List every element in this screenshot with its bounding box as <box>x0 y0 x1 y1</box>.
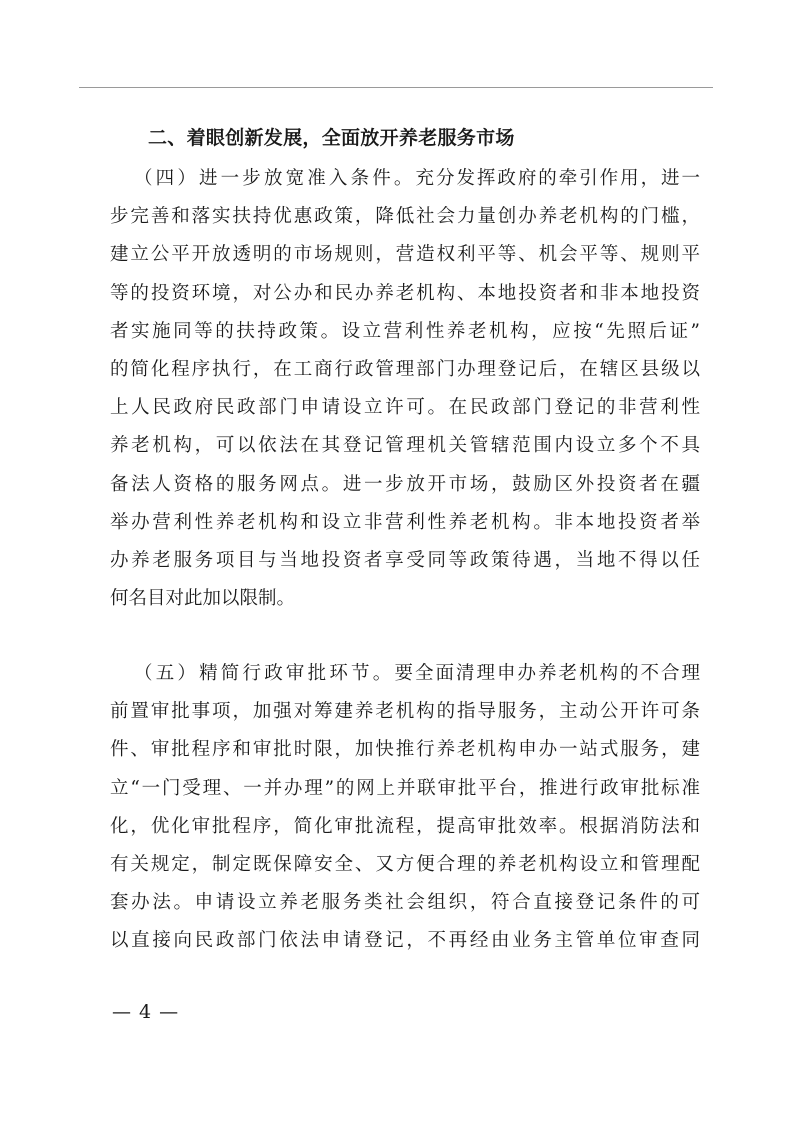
paragraph-line: 上人民政府民政部门申请设立许可。在民政部门登记的非营利性 <box>110 397 700 419</box>
paragraph-streamline-approval <box>110 655 700 961</box>
paragraph-line: 立“一门受理、一并办理”的网上并联审批平台，推进行政审批标准 <box>110 777 700 799</box>
paragraph-line: 前置审批事项，加强对筹建养老机构的指导服务，主动公开许可条 <box>110 701 700 723</box>
paragraph-line <box>110 655 700 693</box>
header-rule <box>79 87 713 88</box>
paragraph-line: 等的投资环境，对公办和民办养老机构、本地投资者和非本地投资 <box>110 282 700 304</box>
paragraph-lead: （四）进一步放宽准入条件。 <box>134 168 416 189</box>
paragraph-line: 化，优化审批程序，简化审批流程，提高审批效率。根据消防法和 <box>110 815 700 837</box>
paragraph-line: 何名目对此加以限制。 <box>110 588 296 610</box>
paragraph-line: 办养老服务项目与当地投资者享受同等政策待遇，当地不得以任 <box>110 549 700 571</box>
paragraph-line: 有关规定，制定既保障安全、又方便合理的养老机构设立和管理配 <box>110 853 700 875</box>
paragraph-line: 建立公平开放透明的市场规则，营造权利平等、机会平等、规则平 <box>110 244 700 266</box>
paragraph-line <box>110 160 700 198</box>
section-heading: 二、着眼创新发展，全面放开养老服务市场 <box>148 127 515 149</box>
paragraph-line: 以直接向民政部门依法申请登记，不再经由业务主管单位审查同 <box>110 930 700 952</box>
page-number: — 4 — <box>112 1001 180 1023</box>
paragraph-line: 的简化程序执行，在工商行政管理部门办理登记后，在辖区县级以 <box>110 358 700 380</box>
paragraph-line: 养老机构，可以依法在其登记管理机关管辖范围内设立多个不具 <box>110 435 700 457</box>
paragraph-line: 步完善和落实扶持优惠政策，降低社会力量创办养老机构的门槛， <box>110 206 700 228</box>
paragraph-text: 要全面清理申办养老机构的不合理 <box>394 663 700 684</box>
paragraph-line: 备法人资格的服务网点。进一步放开市场，鼓励区外投资者在疆 <box>110 473 700 495</box>
paragraph-relax-market-access <box>110 160 700 618</box>
paragraph-line: 者实施同等的扶持政策。设立营利性养老机构，应按“先照后证” <box>110 320 700 342</box>
paragraph-text: 充分发挥政府的牵引作用，进一 <box>415 168 700 189</box>
paragraph-line: 套办法。申请设立养老服务类社会组织，符合直接登记条件的可 <box>110 892 700 914</box>
paragraph-line: 件、审批程序和审批时限，加快推行养老机构申办一站式服务，建 <box>110 739 700 761</box>
paragraph-line: 举办营利性养老机构和设立非营利性养老机构。非本地投资者举 <box>110 511 700 533</box>
paragraph-lead: （五）精简行政审批环节。 <box>134 663 395 684</box>
